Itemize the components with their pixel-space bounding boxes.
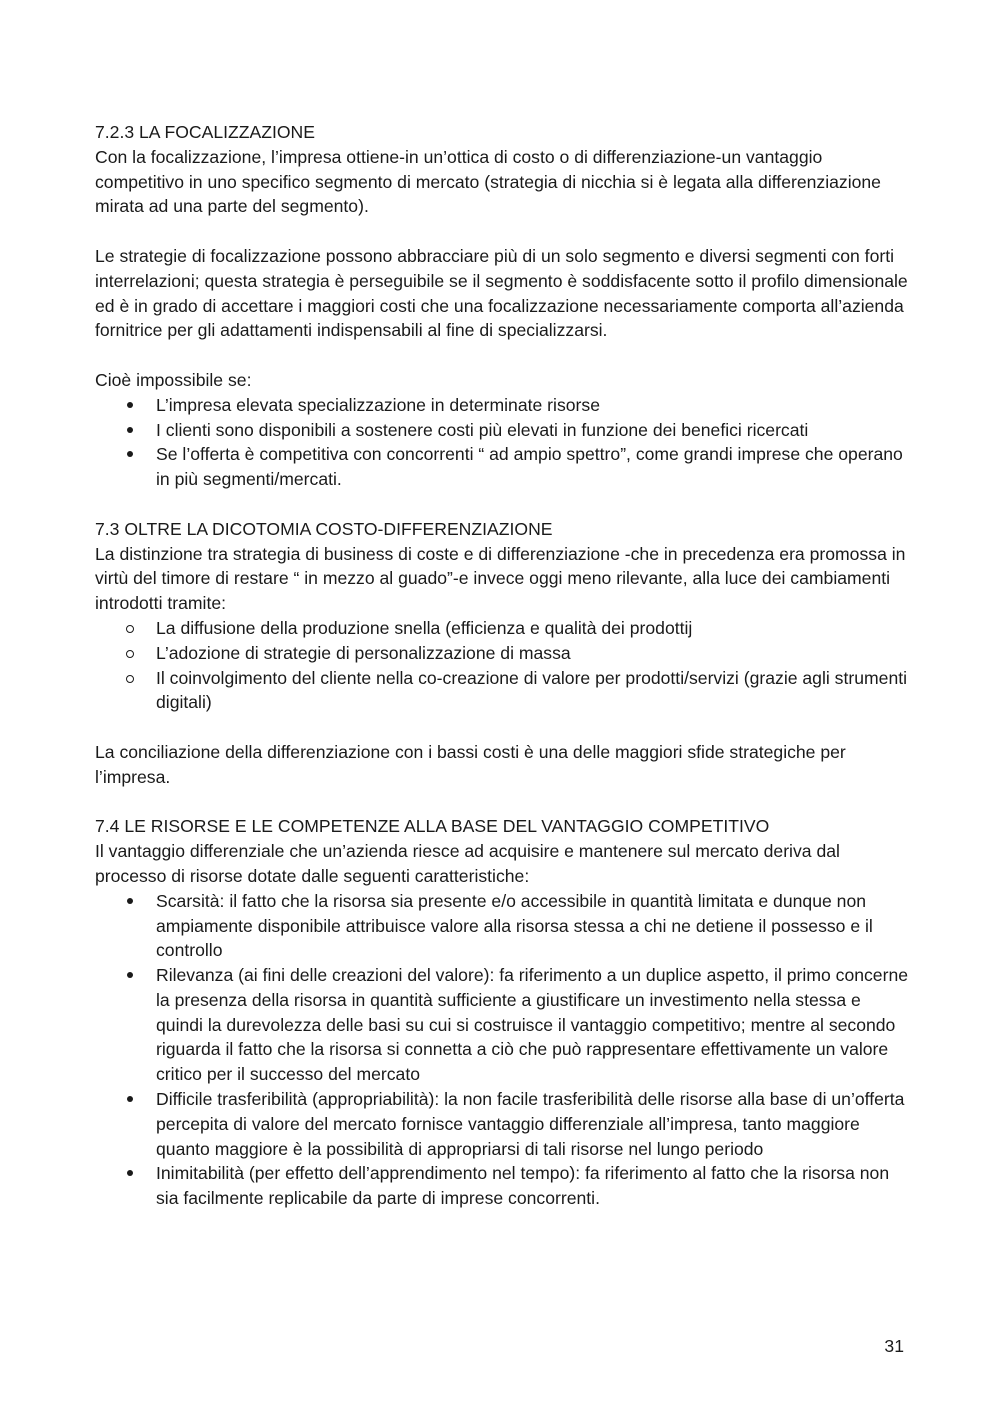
paragraph: Con la focalizzazione, l’impresa ottiene-in un’ottica di costo o di differenziazione-un vantaggio competitivo in uno specifico segmento di mercato (strategia di nicchia si è legata alla differenziazione mirata ad una parte del segmento).: [95, 146, 881, 217]
list-item: L’impresa elevata specializzazione in determinate risorse: [95, 393, 910, 418]
section-7-2-3: [95, 120, 910, 492]
paragraph-spacer: [95, 715, 910, 740]
list-item: La diffusione della produzione snella (efficienza e qualità dei prodottij: [95, 616, 910, 641]
list-item: Rilevanza (ai fini delle creazioni del valore): fa riferimento a un duplice aspetto, il primo concerne la presenza della risorsa in quantità sufficiente a giustificare un investimento nella stessa e quindi la durevolezza delle basi su cui si costruisce il vantaggio competitivo; mentre al secondo riguarda il fatto che la risorsa si connetta a ciò che può rappresentare effettivamente un valore critico per il successo del mercato: [95, 963, 910, 1087]
list-item: L’adozione di strategie di personalizzazione di massa: [95, 641, 910, 666]
section-7-3: [95, 517, 910, 790]
paragraph: Cioè impossibile se:: [95, 369, 252, 390]
list-item: I clienti sono disponibili a sostenere costi più elevati in funzione dei benefici ricercati: [95, 418, 910, 443]
list-item: Difficile trasferibilità (appropriabilità): la non facile trasferibilità delle risorse alla base di un’offerta percepita di valore del mercato fornisce vantaggio differenziale all’impresa, tanto maggiore quanto maggiore è la possibilità di appropriarsi di tali risorse nel lungo periodo: [95, 1087, 910, 1161]
paragraph: La conciliazione della differenziazione con i bassi costi è una delle maggiori sfide strategiche per l’impresa.: [95, 741, 846, 787]
bullet-list: [95, 889, 910, 1211]
section-heading: 7.2.3 LA FOCALIZZAZIONE: [95, 122, 315, 142]
section-7-4: [95, 814, 910, 1211]
paragraph-spacer: [95, 219, 910, 244]
list-item: Inimitabilità (per effetto dell’apprendimento nel tempo): fa riferimento al fatto che la risorsa non sia facilmente replicabile da parte di imprese concorrenti.: [95, 1161, 910, 1211]
section-heading: 7.4 LE RISORSE E LE COMPETENZE ALLA BASE DEL VANTAGGIO COMPETITIVO: [95, 816, 770, 837]
paragraph: La distinzione tra strategia di business di coste e di differenziazione -che in precedenza era promossa in virtù del timore di restare “ in mezzo al guado”-e invece oggi meno rilevante, alla luce dei cambiamenti introdotti tramite:: [95, 543, 906, 614]
section-heading: 7.3 OLTRE LA DICOTOMIA COSTO-DIFFERENZIAZIONE: [95, 518, 553, 539]
list-item: Scarsità: il fatto che la risorsa sia presente e/o accessibile in quantità limitata e dunque non ampiamente disponibile attribuisce valore alla risorsa stessa a chi ne detiene il possesso e il controllo: [95, 889, 910, 963]
document-page: [95, 120, 910, 1211]
page-number: 31: [884, 1336, 904, 1356]
paragraph: Il vantaggio differenziale che un’azienda riesce ad acquisire e mantenere sul mercato deriva dal processo di risorse dotate dalle seguenti caratteristiche:: [95, 841, 840, 886]
bullet-list: [95, 393, 910, 492]
circle-list: [95, 616, 910, 715]
list-item: Il coinvolgimento del cliente nella co-creazione di valore per prodotti/servizi (grazie agli strumenti digitali): [95, 666, 910, 716]
paragraph-spacer: [95, 790, 910, 815]
paragraph: Le strategie di focalizzazione possono abbracciare più di un solo segmento e diversi segmenti con forti interrelazioni; questa strategia è perseguibile se il segmento è soddisfacente sotto il profilo dimensionale ed è in grado di accettare i maggiori costi che una focalizzazione necessariamente comporta all’azienda fornitrice per gli adattamenti indispensabili al fine di specializzarsi.: [95, 245, 908, 341]
paragraph-spacer: [95, 492, 910, 517]
list-item: Se l’offerta è competitiva con concorrenti “ ad ampio spettro”, come grandi imprese che operano in più segmenti/mercati.: [95, 442, 910, 492]
paragraph-spacer: [95, 343, 910, 368]
